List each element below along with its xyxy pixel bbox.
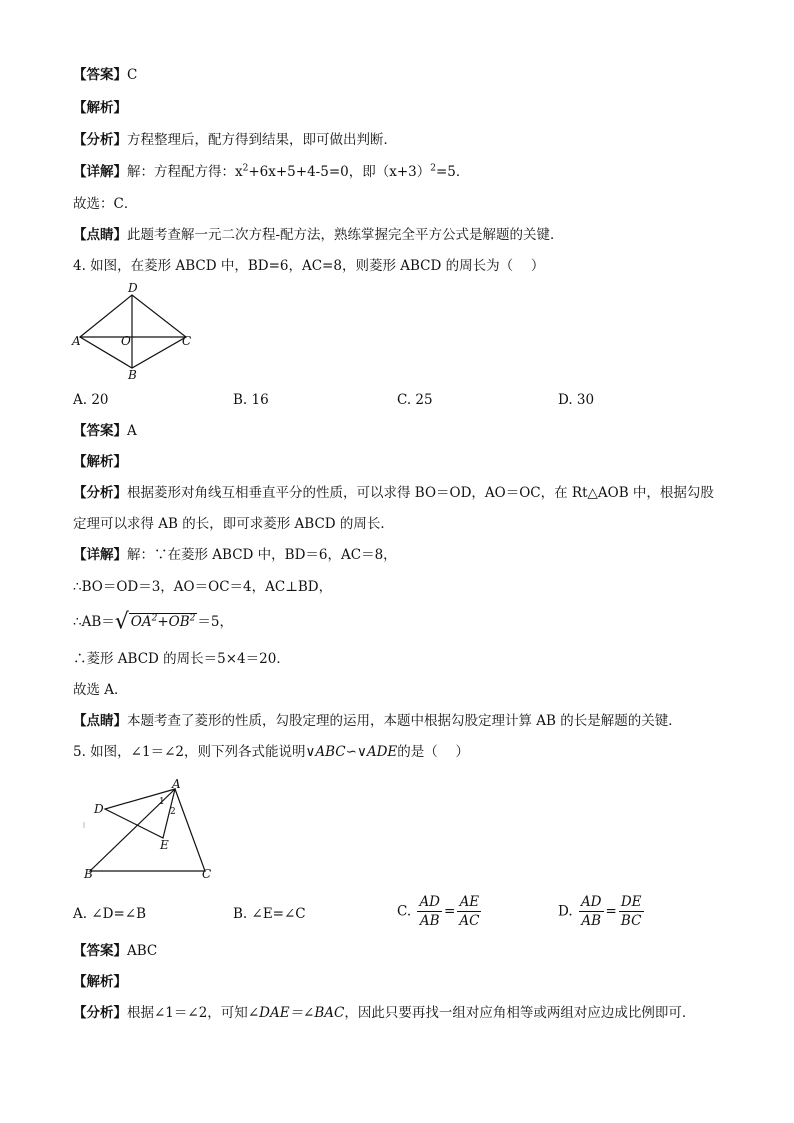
answer-tag: 【答案】 — [73, 943, 127, 959]
label-c: C — [202, 867, 212, 881]
equals: = — [605, 903, 617, 920]
q3-xiangjie-part1: 解：方程配方得：x — [127, 164, 243, 180]
sqrt-ob: OB — [168, 614, 190, 631]
xiangjie-tag: 【详解】 — [73, 547, 127, 563]
numerator: AE — [457, 893, 481, 912]
q3-dianjing-line — [73, 226, 564, 244]
label-b: B — [84, 867, 93, 881]
answer-value: C — [127, 67, 138, 83]
sqrt-plus: + — [157, 614, 169, 631]
fenxi-tag: 【分析】 — [73, 485, 127, 501]
dianjing-tag: 【点睛】 — [73, 227, 127, 243]
denominator: AB — [419, 913, 440, 929]
q4-stem: 4. 如图，在菱形 ABCD 中，BD=6，AC=8，则菱形 ABCD 的周长为（ ） — [73, 258, 545, 274]
q3-answer-line — [73, 66, 137, 84]
triangle-abc: ∨ABC — [305, 744, 346, 760]
label-d: D — [128, 281, 138, 295]
label-a: A — [172, 778, 181, 791]
q4-fenxi-line1 — [73, 484, 714, 502]
analysis-tag: 【解析】 — [73, 100, 127, 116]
q5-fenxi-prefix: 根据∠1＝∠2，可知 — [127, 1005, 248, 1021]
ab-prefix: ∴AB＝ — [73, 614, 115, 630]
numerator: AD — [580, 894, 602, 910]
q5-stem — [73, 743, 469, 761]
q4-fenxi-text1: 根据菱形对角线互相垂直平分的性质，可以求得 BO＝OD，AO＝OC，在 Rt△AOB 中，根据勾股 — [127, 485, 714, 501]
q3-choose-line: 故选：C． — [73, 196, 138, 212]
q5-option-a: A. ∠D=∠B — [73, 906, 147, 922]
superscript: 2 — [430, 163, 436, 174]
q5-analysis-line — [73, 973, 127, 991]
q3-xiangjie-part3: =5． — [435, 164, 470, 180]
answer-value: ABC — [127, 943, 158, 959]
sqrt-expression: √ $OA^2+OB^2$ — [114, 609, 196, 635]
q4-option-b: B. 16 — [233, 392, 269, 408]
angle-2-label: 2 — [170, 807, 176, 817]
q4-xiangjie-line — [73, 546, 397, 564]
q4-ab-line — [73, 610, 233, 635]
q4-dianjing-line — [73, 712, 682, 730]
numerator: AD — [419, 894, 441, 910]
denominator: BC — [620, 913, 642, 929]
q5-fenxi-line — [73, 1004, 695, 1022]
q5-fenxi-angle: ∠DAE＝∠BAC — [247, 1005, 345, 1021]
denominator: AC — [459, 913, 480, 929]
label-o: O — [121, 334, 131, 348]
superscript: 2 — [151, 613, 158, 624]
q3-analysis-line — [73, 99, 127, 117]
triangle-ade: ∨ADE — [356, 744, 398, 760]
similar-sign: ∽ — [345, 744, 357, 760]
triangle-figure — [80, 778, 220, 886]
q3-fenxi-line — [73, 131, 397, 149]
fenxi-tag: 【分析】 — [73, 1005, 127, 1021]
q4-option-c: C. 25 — [397, 392, 433, 408]
answer-tag: 【答案】 — [73, 423, 127, 439]
q3-xiangjie-part2: +6x+5+4-5=0，即（x+3） — [248, 164, 431, 180]
numerator: DE — [620, 894, 642, 910]
answer-value: A — [127, 423, 137, 439]
sqrt-oa: OA — [130, 614, 152, 631]
q3-fenxi-text: 方程整理后，配方得到结果，即可做出判断． — [127, 132, 397, 148]
q3-dianjing-text: 此题考查解一元二次方程-配方法，熟练掌握完全平方公式是解题的关键． — [127, 227, 564, 243]
q3-xiangjie-line — [73, 163, 469, 181]
q5-fenxi-suffix: ，因此只要再找一组对应角相等或两组对应边成比例即可． — [344, 1005, 696, 1021]
answer-tag: 【答案】 — [73, 67, 127, 83]
q4-option-a: A. 20 — [73, 392, 109, 408]
fraction — [579, 893, 604, 930]
q5-option-c — [397, 893, 483, 930]
q5-option-d — [558, 893, 646, 930]
q4-dianjing-text: 本题考查了菱形的性质，勾股定理的运用，本题中根据勾股定理计算 AB 的长是解题的关键． — [127, 713, 682, 729]
label-b: B — [128, 368, 137, 382]
option-label: C. — [397, 903, 412, 920]
rhombus-figure — [70, 280, 200, 382]
q4-analysis-line — [73, 453, 127, 471]
label-c: C — [182, 334, 192, 348]
q5-stem-prefix: 5. 如图，∠1＝∠2，则下列各式能说明 — [73, 744, 306, 760]
q4-bo-line: ∴BO＝OD＝3，AO＝OC＝4，AC⊥BD， — [73, 579, 333, 595]
ab-suffix: ＝5， — [197, 614, 233, 630]
label-e: E — [160, 838, 169, 852]
q5-stem-suffix: 的是（ ） — [397, 744, 470, 760]
analysis-tag: 【解析】 — [73, 454, 127, 470]
dianjing-tag: 【点睛】 — [73, 713, 127, 729]
superscript: 2 — [242, 163, 249, 174]
fenxi-tag: 【分析】 — [73, 132, 127, 148]
q4-choose-line: 故选 A． — [73, 682, 128, 698]
rhombus-outline — [80, 295, 186, 368]
q4-xiangjie-text: 解：∵在菱形 ABCD 中，BD＝6，AC＝8， — [127, 547, 397, 563]
xiangjie-tag: 【详解】 — [73, 164, 127, 180]
q4-fenxi-line2: 定理可以求得 AB 的长，即可求菱形 ABCD 的周长． — [73, 516, 394, 532]
fraction — [457, 893, 481, 930]
angle-1-label: 1 — [159, 797, 165, 807]
label-d: D — [94, 802, 104, 816]
fraction — [417, 893, 442, 930]
q5-answer-line — [73, 942, 157, 960]
label-a: A — [72, 334, 81, 348]
q5-option-b: B. ∠E=∠C — [233, 906, 306, 922]
q4-option-d: D. 30 — [558, 392, 595, 408]
q4-perimeter-line: ∴菱形 ABCD 的周长＝5×4＝20． — [73, 651, 290, 667]
equals: = — [444, 903, 456, 920]
fraction — [619, 893, 644, 930]
option-label: D. — [558, 903, 573, 920]
superscript: 2 — [189, 613, 196, 624]
q4-answer-line — [73, 422, 137, 440]
denominator: AB — [581, 913, 602, 929]
analysis-tag: 【解析】 — [73, 974, 127, 990]
